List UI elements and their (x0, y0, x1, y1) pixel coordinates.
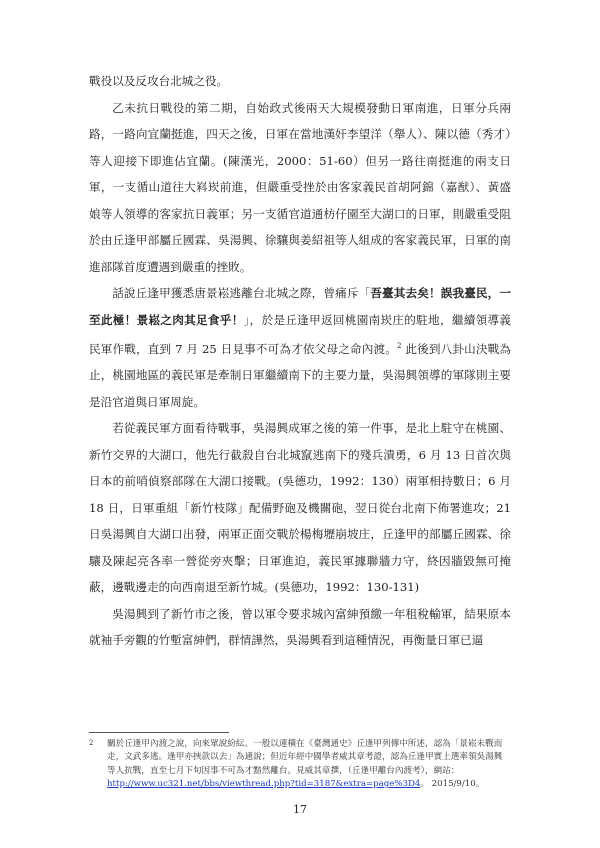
paragraph-2-tail: 此後到八卦山決戰為止，桃園地區的義民軍是牽制日軍繼續南下的主要力量，吳湯興領導的軍隊則主要是沿官道與日軍周旋。 (89, 341, 512, 409)
footnote-link[interactable]: http://www.uc321.net/bbs/viewthread.php?tid=3187&extra=page%3D4 (107, 779, 421, 790)
footnote (89, 738, 509, 790)
paragraph-2 (89, 280, 511, 415)
body-text (89, 68, 511, 654)
page-number: 17 (293, 803, 307, 816)
paragraph-4: 吳湯興到了新竹市之後，曾以軍令要求城內富紳預繳一年租稅輸軍，結果原本就袖手旁觀的竹塹富紳們，群情譁然，吳湯興看到這種情況，再衡量日軍已逼 (89, 606, 511, 648)
paragraph-3: 若從義民軍方面看待戰事，吳湯興成軍之後的第一件事，是北上駐守在桃園、新竹交界的大湖口，他先行截殺自台北城竄逃南下的殘兵潰勇，6 月 13 日首次與日本的前哨偵察部隊在大湖口接戰。(吳德功，1992：130）兩軍相持數日；6 月 18 日，日軍重組「新竹枝隊」配備野砲及機關砲，翌日從台北南下佈署進攻；21 日吳湯興自大湖口出發，兩軍正面交戰於楊梅壢崩坡庄，丘逢甲的部屬丘國霖、徐驤及陳起亮各率一營從旁夾擊；日軍進迫，義民軍據聯牆力守，終因牆毀無可掩蔽，邊戰邊走的向西南退至新竹城。(吳德功，1992：130-131) (89, 421, 511, 595)
paragraph-2-lead: 話說丘逢甲獲悉唐景崧逃離台北城之際，曾痛斥「 (112, 286, 371, 300)
footnote-body (107, 738, 507, 792)
footnote-text: 關於丘逢甲內渡之說，向來眾說紛紜。一般以連橫在《臺灣通史》丘逢甲列傳中所述，認為「景崧未戰而走，文武多逃。逢甲亦挾款以去」為通說；但近年經中國學者威其章考證，認為丘逢甲實上選率領吳湯興等人抗戰，直至七月下旬因事不可為才黯然離台。見威其章撰，（丘逢甲離台內渡考），網站： (107, 739, 503, 776)
paragraph-1: 乙未抗日戰役的第二期，自始政式後兩天大規模發動日軍南進，日軍分兵兩路，一路向宜蘭挺進，四天之後，日軍在當地漢奸李望洋（舉人）、陳以德（秀才）等人迎接下即進佔宜蘭。(陳漢光，2000：51-60）但另一路往南挺進的兩支日軍，一支循山道往大嵙崁前進，但嚴重受挫於由客家義民首胡阿錦（嘉猷）、黃盛娘等人領導的客家抗日義軍；另一支循官道通枋仔園至大湖口的日軍，則嚴重受阻於由丘逢甲部屬丘國霖、吳湯興、徐驤與姜紹祖等人組成的客家義民軍，日軍的南進部隊首度遭遇到嚴重的挫敗。 (89, 100, 511, 274)
footnote-reference[interactable]: 2 (397, 342, 402, 350)
footnote-divider (89, 732, 229, 733)
paragraph-2-mid: 」，於是丘逢甲返回桃園南崁庄的駐地，繼續領導義民軍作戰，直到 7 月 25 日見事不可為才依父母之命內渡。 (89, 312, 511, 356)
footnote-date: 。 2015/9/10。 (420, 779, 485, 790)
quote-qiu-fengjia: 吾臺其去矣！誤我臺民，一至此極！景崧之肉其足食乎！ (89, 286, 511, 327)
footnote-number: 2 (89, 739, 94, 747)
paragraph-0: 戰役以及反攻台北城之役。 (89, 74, 229, 88)
